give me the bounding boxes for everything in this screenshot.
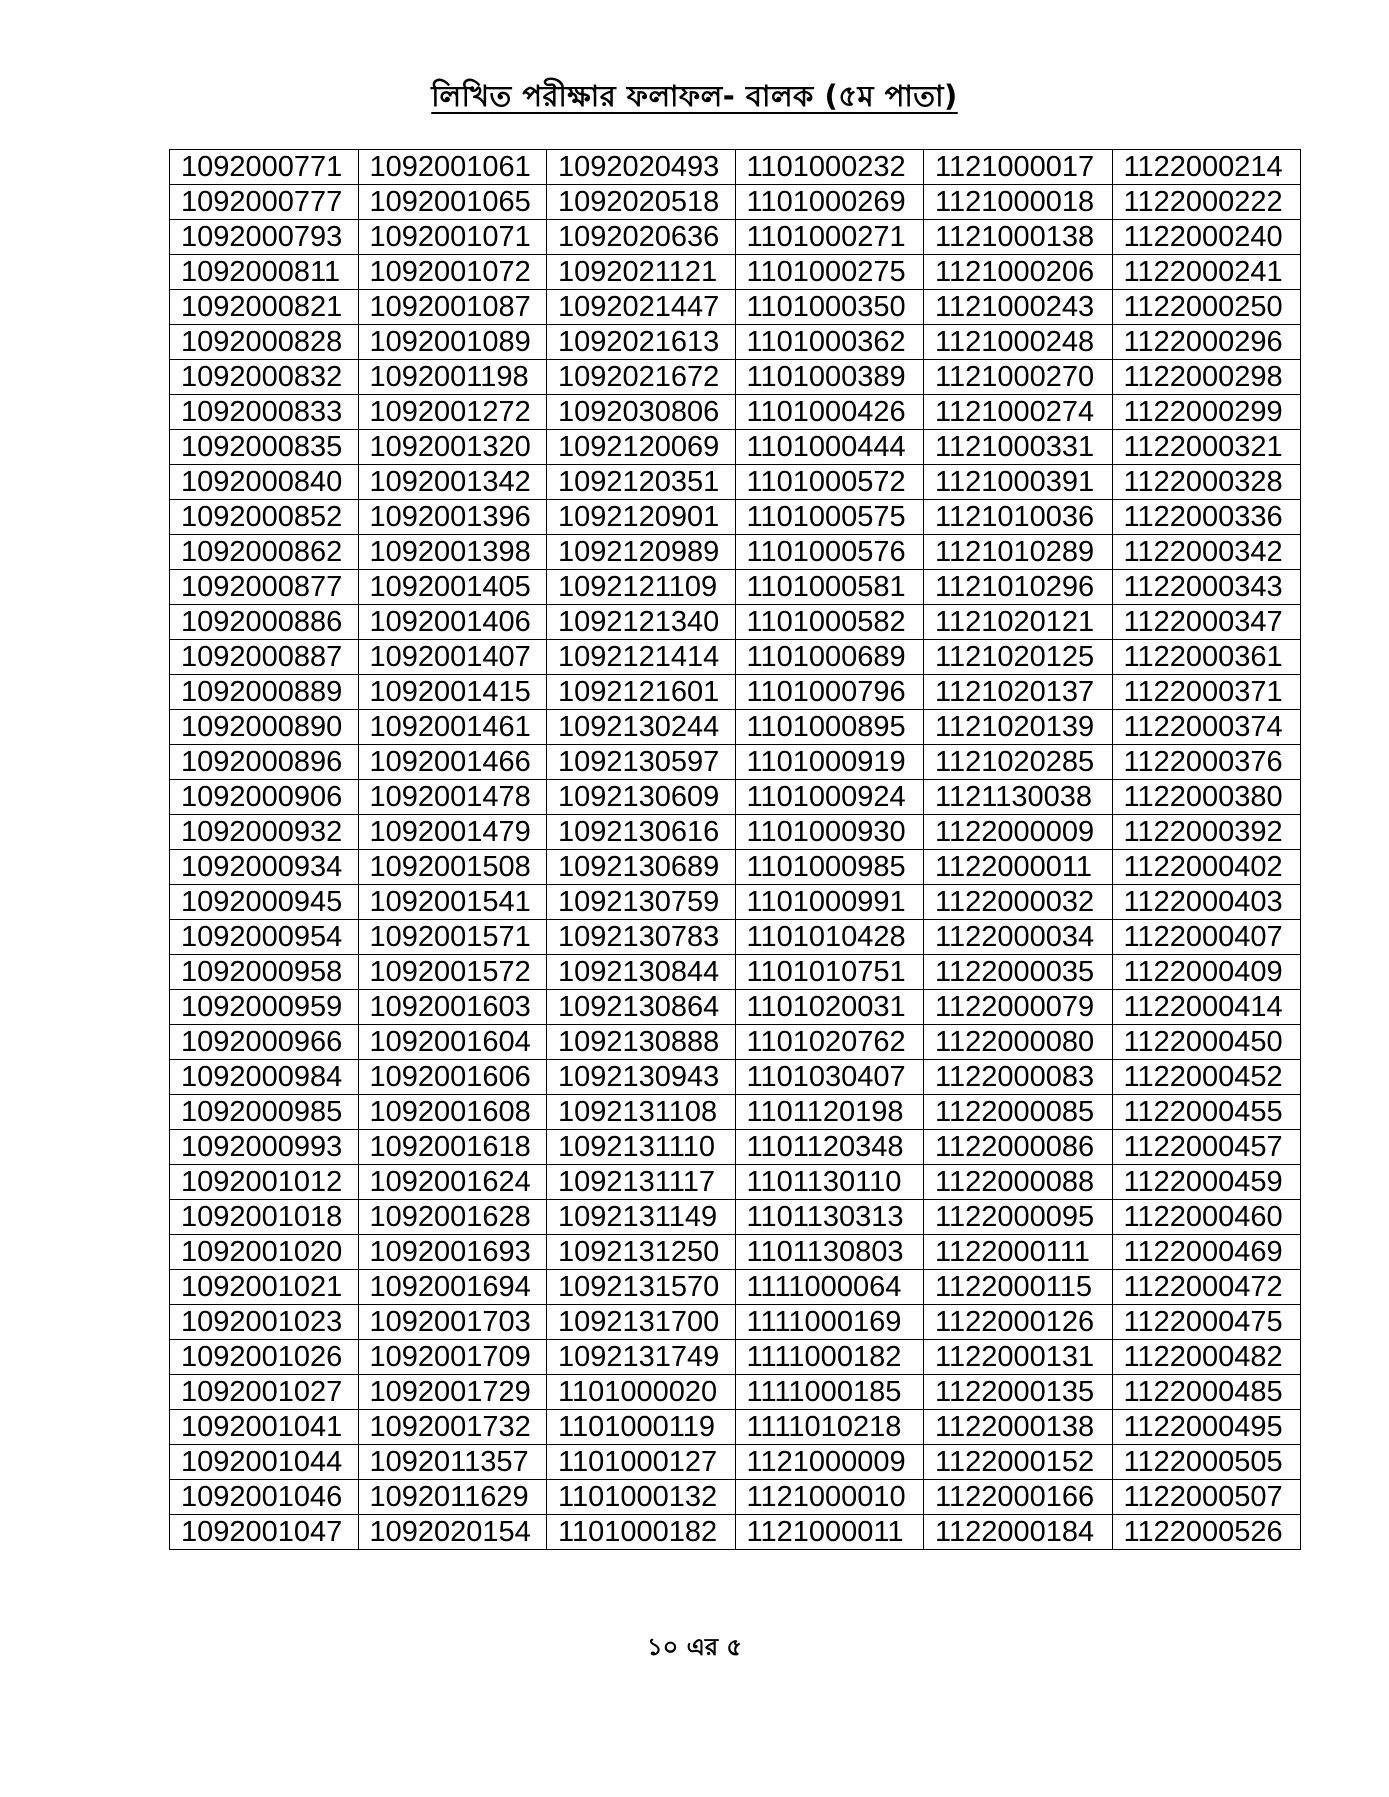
roll-number-cell: 1092001320 [358, 430, 547, 465]
roll-number-cell: 1092001089 [358, 325, 547, 360]
roll-number-cell: 1122000138 [924, 1410, 1113, 1445]
roll-number-cell: 1101020762 [735, 1025, 924, 1060]
roll-number-cell: 1092000811 [170, 255, 359, 290]
roll-number-cell: 1101130803 [735, 1235, 924, 1270]
roll-number-cell: 1092130616 [547, 815, 736, 850]
table-row [170, 395, 1301, 430]
roll-number-cell: 1092000835 [170, 430, 359, 465]
roll-number-cell: 1122000126 [924, 1305, 1113, 1340]
roll-number-cell: 1122000472 [1112, 1270, 1301, 1305]
table-row [170, 1515, 1301, 1550]
table-row [170, 1410, 1301, 1445]
roll-number-cell: 1092130844 [547, 955, 736, 990]
table-row [170, 990, 1301, 1025]
roll-number-cell: 1092001027 [170, 1375, 359, 1410]
roll-number-cell: 1092001618 [358, 1130, 547, 1165]
roll-number-cell: 1092000862 [170, 535, 359, 570]
roll-number-cell: 1092020636 [547, 220, 736, 255]
roll-number-cell: 1092001415 [358, 675, 547, 710]
roll-number-cell: 1092001407 [358, 640, 547, 675]
roll-number-cell: 1122000469 [1112, 1235, 1301, 1270]
roll-number-cell: 1092131570 [547, 1270, 736, 1305]
roll-number-cell: 1092120351 [547, 465, 736, 500]
table-row [170, 745, 1301, 780]
roll-number-cell: 1092001693 [358, 1235, 547, 1270]
roll-number-cell: 1092130609 [547, 780, 736, 815]
roll-number-cell: 1101000991 [735, 885, 924, 920]
roll-number-cell: 1092131700 [547, 1305, 736, 1340]
roll-number-cell: 1092001571 [358, 920, 547, 955]
roll-number-cell: 1121020285 [924, 745, 1113, 780]
results-table [169, 149, 1301, 1550]
roll-number-cell: 1092001272 [358, 395, 547, 430]
roll-number-cell: 1122000095 [924, 1200, 1113, 1235]
roll-number-cell: 1121000331 [924, 430, 1113, 465]
roll-number-cell: 1101130313 [735, 1200, 924, 1235]
roll-number-cell: 1122000403 [1112, 885, 1301, 920]
roll-number-cell: 1101000362 [735, 325, 924, 360]
roll-number-cell: 1101000576 [735, 535, 924, 570]
table-row [170, 640, 1301, 675]
roll-number-cell: 1122000214 [1112, 150, 1301, 185]
roll-number-cell: 1122000115 [924, 1270, 1113, 1305]
roll-number-cell: 1101000985 [735, 850, 924, 885]
roll-number-cell: 1122000450 [1112, 1025, 1301, 1060]
roll-number-cell: 1092120989 [547, 535, 736, 570]
table-row [170, 465, 1301, 500]
roll-number-cell: 1092001729 [358, 1375, 547, 1410]
roll-number-cell: 1122000407 [1112, 920, 1301, 955]
roll-number-cell: 1092020493 [547, 150, 736, 185]
table-row [170, 150, 1301, 185]
roll-number-cell: 1092000832 [170, 360, 359, 395]
roll-number-cell: 1092001604 [358, 1025, 547, 1060]
roll-number-cell: 1101000426 [735, 395, 924, 430]
roll-number-cell: 1121000243 [924, 290, 1113, 325]
roll-number-cell: 1122000009 [924, 815, 1113, 850]
table-row [170, 955, 1301, 990]
table-row [170, 1130, 1301, 1165]
roll-number-cell: 1122000526 [1112, 1515, 1301, 1550]
results-table-body [170, 150, 1301, 1550]
table-row [170, 780, 1301, 815]
roll-number-cell: 1122000336 [1112, 500, 1301, 535]
roll-number-cell: 1092001018 [170, 1200, 359, 1235]
roll-number-cell: 1092001461 [358, 710, 547, 745]
roll-number-cell: 1122000361 [1112, 640, 1301, 675]
roll-number-cell: 1092000777 [170, 185, 359, 220]
roll-number-cell: 1122000011 [924, 850, 1113, 885]
roll-number-cell: 1092000958 [170, 955, 359, 990]
roll-number-cell: 1092121414 [547, 640, 736, 675]
roll-number-cell: 1101000796 [735, 675, 924, 710]
roll-number-cell: 1092001541 [358, 885, 547, 920]
roll-number-cell: 1092000985 [170, 1095, 359, 1130]
roll-number-cell: 1121020139 [924, 710, 1113, 745]
roll-number-cell: 1101000119 [547, 1410, 736, 1445]
roll-number-cell: 1092001479 [358, 815, 547, 850]
roll-number-cell: 1092131149 [547, 1200, 736, 1235]
roll-number-cell: 1092001020 [170, 1235, 359, 1270]
table-row [170, 1165, 1301, 1200]
table-row [170, 570, 1301, 605]
roll-number-cell: 1092001466 [358, 745, 547, 780]
roll-number-cell: 1122000131 [924, 1340, 1113, 1375]
roll-number-cell: 1092121109 [547, 570, 736, 605]
roll-number-cell: 1101000582 [735, 605, 924, 640]
roll-number-cell: 1092001198 [358, 360, 547, 395]
table-row [170, 535, 1301, 570]
roll-number-cell: 1122000085 [924, 1095, 1113, 1130]
table-row [170, 1375, 1301, 1410]
roll-number-cell: 1092001703 [358, 1305, 547, 1340]
roll-number-cell: 1122000035 [924, 955, 1113, 990]
roll-number-cell: 1092000932 [170, 815, 359, 850]
roll-number-cell: 1092130943 [547, 1060, 736, 1095]
roll-number-cell: 1092001087 [358, 290, 547, 325]
roll-number-cell: 1111000185 [735, 1375, 924, 1410]
roll-number-cell: 1121000010 [735, 1480, 924, 1515]
roll-number-cell: 1122000321 [1112, 430, 1301, 465]
table-row [170, 885, 1301, 920]
page-title [0, 74, 1389, 123]
roll-number-cell: 1092000890 [170, 710, 359, 745]
roll-number-cell: 1092001405 [358, 570, 547, 605]
roll-number-cell: 1122000241 [1112, 255, 1301, 290]
table-row [170, 290, 1301, 325]
table-row [170, 815, 1301, 850]
table-row [170, 1480, 1301, 1515]
roll-number-cell: 1122000240 [1112, 220, 1301, 255]
roll-number-cell: 1092130888 [547, 1025, 736, 1060]
table-row [170, 1270, 1301, 1305]
roll-number-cell: 1121000274 [924, 395, 1113, 430]
roll-number-cell: 1092001694 [358, 1270, 547, 1305]
roll-number-cell: 1122000376 [1112, 745, 1301, 780]
table-row [170, 1445, 1301, 1480]
table-row [170, 1340, 1301, 1375]
roll-number-cell: 1092001478 [358, 780, 547, 815]
roll-number-cell: 1121000391 [924, 465, 1113, 500]
table-row [170, 710, 1301, 745]
roll-number-cell: 1101000127 [547, 1445, 736, 1480]
roll-number-cell: 1122000298 [1112, 360, 1301, 395]
table-row [170, 1235, 1301, 1270]
roll-number-cell: 1092020518 [547, 185, 736, 220]
roll-number-cell: 1101030407 [735, 1060, 924, 1095]
roll-number-cell: 1092001628 [358, 1200, 547, 1235]
roll-number-cell: 1092000896 [170, 745, 359, 780]
roll-number-cell: 1121000009 [735, 1445, 924, 1480]
roll-number-cell: 1092130783 [547, 920, 736, 955]
roll-number-cell: 1092001012 [170, 1165, 359, 1200]
roll-number-cell: 1121010289 [924, 535, 1113, 570]
roll-number-cell: 1122000184 [924, 1515, 1113, 1550]
roll-number-cell: 1122000088 [924, 1165, 1113, 1200]
page-number: ১০ এর ৫ [647, 1633, 742, 1661]
roll-number-cell: 1122000457 [1112, 1130, 1301, 1165]
roll-number-cell: 1122000505 [1112, 1445, 1301, 1480]
roll-number-cell: 1092000934 [170, 850, 359, 885]
table-row [170, 1095, 1301, 1130]
roll-number-cell: 1122000296 [1112, 325, 1301, 360]
roll-number-cell: 1092000833 [170, 395, 359, 430]
roll-number-cell: 1092021613 [547, 325, 736, 360]
roll-number-cell: 1122000371 [1112, 675, 1301, 710]
roll-number-cell: 1121000017 [924, 150, 1113, 185]
roll-number-cell: 1121010036 [924, 500, 1113, 535]
table-row [170, 255, 1301, 290]
roll-number-cell: 1122000299 [1112, 395, 1301, 430]
table-row [170, 605, 1301, 640]
roll-number-cell: 1101000269 [735, 185, 924, 220]
roll-number-cell: 1092131749 [547, 1340, 736, 1375]
roll-number-cell: 1101120348 [735, 1130, 924, 1165]
roll-number-cell: 1101000132 [547, 1480, 736, 1515]
roll-number-cell: 1122000409 [1112, 955, 1301, 990]
roll-number-cell: 1092131108 [547, 1095, 736, 1130]
roll-number-cell: 1101010751 [735, 955, 924, 990]
roll-number-cell: 1092001342 [358, 465, 547, 500]
roll-number-cell: 1092001603 [358, 990, 547, 1025]
roll-number-cell: 1122000347 [1112, 605, 1301, 640]
roll-number-cell: 1092130244 [547, 710, 736, 745]
roll-number-cell: 1122000507 [1112, 1480, 1301, 1515]
roll-number-cell: 1092000954 [170, 920, 359, 955]
roll-number-cell: 1122000034 [924, 920, 1113, 955]
roll-number-cell: 1092000877 [170, 570, 359, 605]
roll-number-cell: 1122000079 [924, 990, 1113, 1025]
roll-number-cell: 1121000011 [735, 1515, 924, 1550]
roll-number-cell: 1111000169 [735, 1305, 924, 1340]
roll-number-cell: 1122000328 [1112, 465, 1301, 500]
roll-number-cell: 1101000182 [547, 1515, 736, 1550]
roll-number-cell: 1101000444 [735, 430, 924, 465]
roll-number-cell: 1122000135 [924, 1375, 1113, 1410]
roll-number-cell: 1111010218 [735, 1410, 924, 1445]
roll-number-cell: 1092001071 [358, 220, 547, 255]
roll-number-cell: 1092000821 [170, 290, 359, 325]
roll-number-cell: 1092001072 [358, 255, 547, 290]
roll-number-cell: 1092001398 [358, 535, 547, 570]
roll-number-cell: 1092130759 [547, 885, 736, 920]
roll-number-cell: 1121000248 [924, 325, 1113, 360]
roll-number-cell: 1092001572 [358, 955, 547, 990]
table-row [170, 220, 1301, 255]
roll-number-cell: 1122000460 [1112, 1200, 1301, 1235]
roll-number-cell: 1121130038 [924, 780, 1113, 815]
roll-number-cell: 1092000793 [170, 220, 359, 255]
roll-number-cell: 1122000482 [1112, 1340, 1301, 1375]
roll-number-cell: 1092000886 [170, 605, 359, 640]
roll-number-cell: 1092000771 [170, 150, 359, 185]
roll-number-cell: 1122000392 [1112, 815, 1301, 850]
roll-number-cell: 1121000206 [924, 255, 1113, 290]
roll-number-cell: 1122000032 [924, 885, 1113, 920]
roll-number-cell: 1101000895 [735, 710, 924, 745]
roll-number-cell: 1092001624 [358, 1165, 547, 1200]
roll-number-cell: 1092000889 [170, 675, 359, 710]
roll-number-cell: 1101130110 [735, 1165, 924, 1200]
roll-number-cell: 1101020031 [735, 990, 924, 1025]
roll-number-cell: 1092130689 [547, 850, 736, 885]
roll-number-cell: 1122000086 [924, 1130, 1113, 1165]
roll-number-cell: 1092011357 [358, 1445, 547, 1480]
roll-number-cell: 1092001021 [170, 1270, 359, 1305]
roll-number-cell: 1092000993 [170, 1130, 359, 1165]
roll-number-cell: 1092000945 [170, 885, 359, 920]
table-row [170, 325, 1301, 360]
roll-number-cell: 1092000906 [170, 780, 359, 815]
roll-number-cell: 1121010296 [924, 570, 1113, 605]
table-row [170, 1200, 1301, 1235]
roll-number-cell: 1092000852 [170, 500, 359, 535]
roll-number-cell: 1121020125 [924, 640, 1113, 675]
roll-number-cell: 1122000380 [1112, 780, 1301, 815]
roll-number-cell: 1121000270 [924, 360, 1113, 395]
roll-number-cell: 1111000182 [735, 1340, 924, 1375]
roll-number-cell: 1122000152 [924, 1445, 1113, 1480]
roll-number-cell: 1092001061 [358, 150, 547, 185]
roll-number-cell: 1092121601 [547, 675, 736, 710]
roll-number-cell: 1122000083 [924, 1060, 1113, 1095]
roll-number-cell: 1122000374 [1112, 710, 1301, 745]
roll-number-cell: 1092021672 [547, 360, 736, 395]
page-title-text: লিখিত পরীক্ষার ফলাফল- বালক (৫ম পাতা) [431, 79, 958, 113]
roll-number-cell: 1101000581 [735, 570, 924, 605]
roll-number-cell: 1092121340 [547, 605, 736, 640]
table-row [170, 850, 1301, 885]
roll-number-cell: 1092001041 [170, 1410, 359, 1445]
roll-number-cell: 1092120901 [547, 500, 736, 535]
table-row [170, 1025, 1301, 1060]
roll-number-cell: 1092001396 [358, 500, 547, 535]
roll-number-cell: 1092000887 [170, 640, 359, 675]
table-row [170, 360, 1301, 395]
table-row [170, 500, 1301, 535]
roll-number-cell: 1122000414 [1112, 990, 1301, 1025]
roll-number-cell: 1122000111 [924, 1235, 1113, 1270]
roll-number-cell: 1092131250 [547, 1235, 736, 1270]
roll-number-cell: 1092000984 [170, 1060, 359, 1095]
roll-number-cell: 1092001732 [358, 1410, 547, 1445]
roll-number-cell: 1101000271 [735, 220, 924, 255]
roll-number-cell: 1122000222 [1112, 185, 1301, 220]
roll-number-cell: 1121020121 [924, 605, 1113, 640]
roll-number-cell: 1092001606 [358, 1060, 547, 1095]
roll-number-cell: 1092000840 [170, 465, 359, 500]
roll-number-cell: 1122000080 [924, 1025, 1113, 1060]
roll-number-cell: 1101010428 [735, 920, 924, 955]
roll-number-cell: 1092001608 [358, 1095, 547, 1130]
roll-number-cell: 1121000138 [924, 220, 1113, 255]
roll-number-cell: 1122000452 [1112, 1060, 1301, 1095]
roll-number-cell: 1092000959 [170, 990, 359, 1025]
roll-number-cell: 1122000250 [1112, 290, 1301, 325]
roll-number-cell: 1092001047 [170, 1515, 359, 1550]
roll-number-cell: 1092011629 [358, 1480, 547, 1515]
roll-number-cell: 1092021121 [547, 255, 736, 290]
roll-number-cell: 1092130864 [547, 990, 736, 1025]
roll-number-cell: 1122000342 [1112, 535, 1301, 570]
roll-number-cell: 1101000575 [735, 500, 924, 535]
roll-number-cell: 1101000020 [547, 1375, 736, 1410]
roll-number-cell: 1101000919 [735, 745, 924, 780]
roll-number-cell: 1092120069 [547, 430, 736, 465]
roll-number-cell: 1101000930 [735, 815, 924, 850]
roll-number-cell: 1092001508 [358, 850, 547, 885]
roll-number-cell: 1092131117 [547, 1165, 736, 1200]
roll-number-cell: 1092001044 [170, 1445, 359, 1480]
roll-number-cell: 1092001709 [358, 1340, 547, 1375]
roll-number-cell: 1092001026 [170, 1340, 359, 1375]
table-row [170, 185, 1301, 220]
roll-number-cell: 1092001046 [170, 1480, 359, 1515]
roll-number-cell: 1092000828 [170, 325, 359, 360]
roll-number-cell: 1092001065 [358, 185, 547, 220]
table-row [170, 675, 1301, 710]
roll-number-cell: 1122000485 [1112, 1375, 1301, 1410]
roll-number-cell: 1121000018 [924, 185, 1113, 220]
roll-number-cell: 1101000350 [735, 290, 924, 325]
roll-number-cell: 1122000343 [1112, 570, 1301, 605]
roll-number-cell: 1101000232 [735, 150, 924, 185]
roll-number-cell: 1092001023 [170, 1305, 359, 1340]
roll-number-cell: 1101000689 [735, 640, 924, 675]
roll-number-cell: 1092001406 [358, 605, 547, 640]
roll-number-cell: 1101000572 [735, 465, 924, 500]
table-row [170, 430, 1301, 465]
roll-number-cell: 1122000402 [1112, 850, 1301, 885]
roll-number-cell: 1092030806 [547, 395, 736, 430]
roll-number-cell: 1092000966 [170, 1025, 359, 1060]
roll-number-cell: 1092021447 [547, 290, 736, 325]
roll-number-cell: 1101000275 [735, 255, 924, 290]
roll-number-cell: 1101000924 [735, 780, 924, 815]
table-row [170, 920, 1301, 955]
roll-number-cell: 1122000495 [1112, 1410, 1301, 1445]
roll-number-cell: 1101120198 [735, 1095, 924, 1130]
roll-number-cell: 1101000389 [735, 360, 924, 395]
roll-number-cell: 1092131110 [547, 1130, 736, 1165]
roll-number-cell: 1111000064 [735, 1270, 924, 1305]
roll-number-cell: 1122000455 [1112, 1095, 1301, 1130]
roll-number-cell: 1092020154 [358, 1515, 547, 1550]
roll-number-cell: 1122000166 [924, 1480, 1113, 1515]
roll-number-cell: 1122000459 [1112, 1165, 1301, 1200]
table-row [170, 1060, 1301, 1095]
roll-number-cell: 1121020137 [924, 675, 1113, 710]
roll-number-cell: 1122000475 [1112, 1305, 1301, 1340]
table-row [170, 1305, 1301, 1340]
roll-number-cell: 1092130597 [547, 745, 736, 780]
